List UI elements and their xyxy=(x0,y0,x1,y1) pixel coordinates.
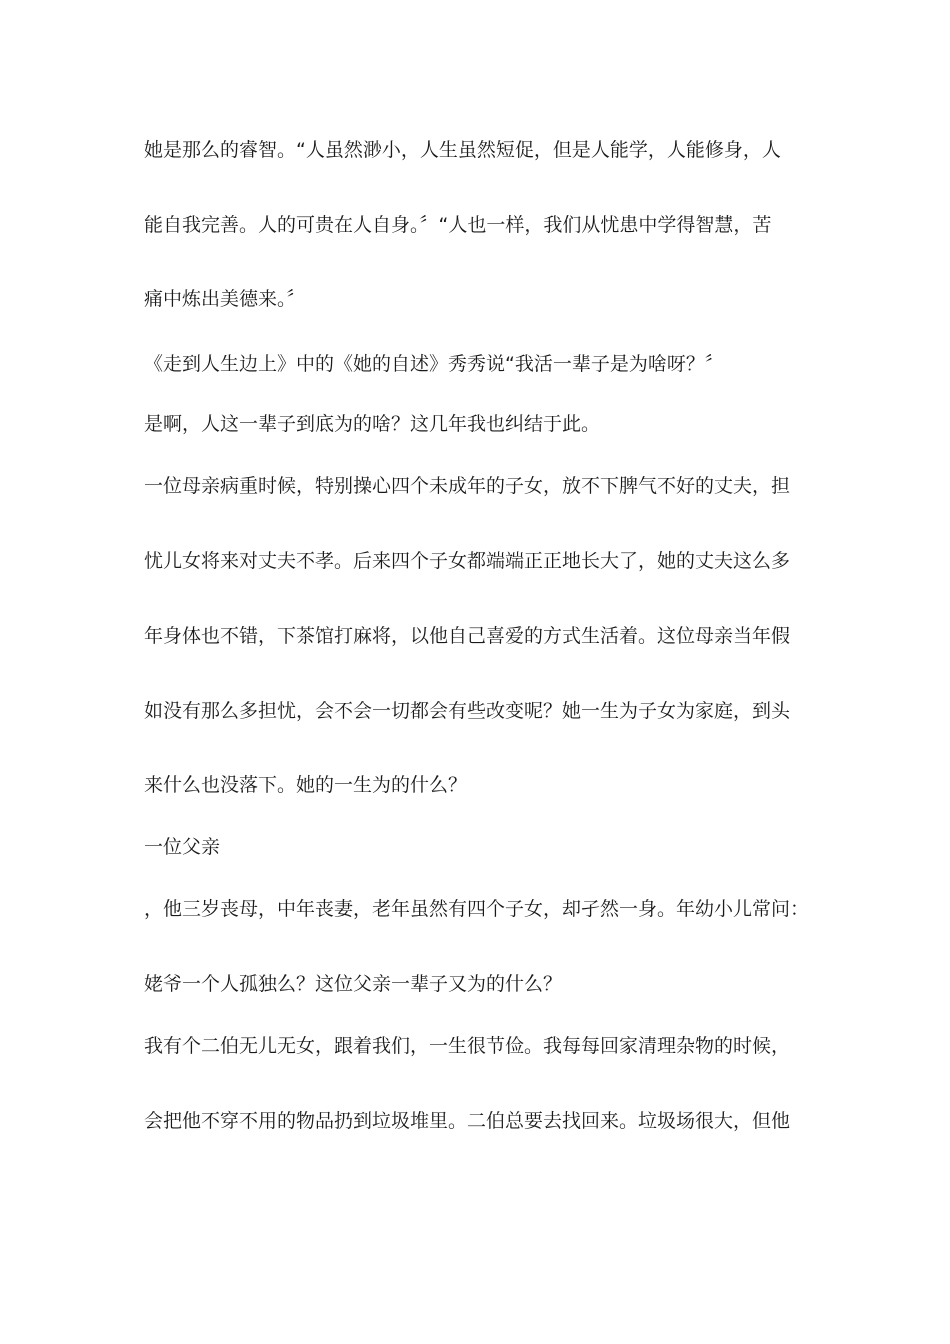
text-line: ，他三岁丧母，中年丧妻，老年虽然有四个子女，却孑然一身。年幼小儿常问： xyxy=(144,898,810,920)
text-line: 如没有那么多担忧，会不会一切都会有些改变呢？她一生为子女为家庭，到头 xyxy=(144,700,791,722)
text-line: 她是那么的睿智。“人虽然渺小，人生虽然短促，但是人能学，人能修身，人 xyxy=(144,139,781,161)
text-line: 一位父亲 xyxy=(144,836,221,858)
text-line: 来什么也没落下。她的一生为的什么？ xyxy=(144,774,468,796)
text-line: 忧儿女将来对丈夫不孝。后来四个子女都端端正正地长大了，她的丈夫这么多 xyxy=(144,550,791,572)
text-line: 年身体也不错，下茶馆打麻将，以他自己喜爱的方式生活着。这位母亲当年假 xyxy=(144,625,791,647)
text-line: 是啊，人这一辈子到底为的啥？这几年我也纠结于此。 xyxy=(144,413,601,435)
text-line: 一位母亲病重时候，特别操心四个未成年的子女，放不下脾气不好的丈夫，担 xyxy=(144,475,791,497)
text-line: 能自我完善。人的可贵在人自身。〞“人也一样，我们从忧患中学得智慧，苦 xyxy=(144,214,772,236)
text-line: 《走到人生边上》中的《她的自述》秀秀说“我活一辈子是为啥呀？〞 xyxy=(144,353,724,375)
text-line: 痛中炼出美德来。〞 xyxy=(144,288,306,310)
text-line: 会把他不穿不用的物品扔到垃圾堆里。二伯总要去找回来。垃圾场很大，但他 xyxy=(144,1110,791,1132)
text-line: 姥爷一个人孤独么？这位父亲一辈子又为的什么？ xyxy=(144,973,563,995)
text-line: 我有个二伯无儿无女，跟着我们，一生很节俭。我每每回家清理杂物的时候， xyxy=(144,1035,791,1057)
